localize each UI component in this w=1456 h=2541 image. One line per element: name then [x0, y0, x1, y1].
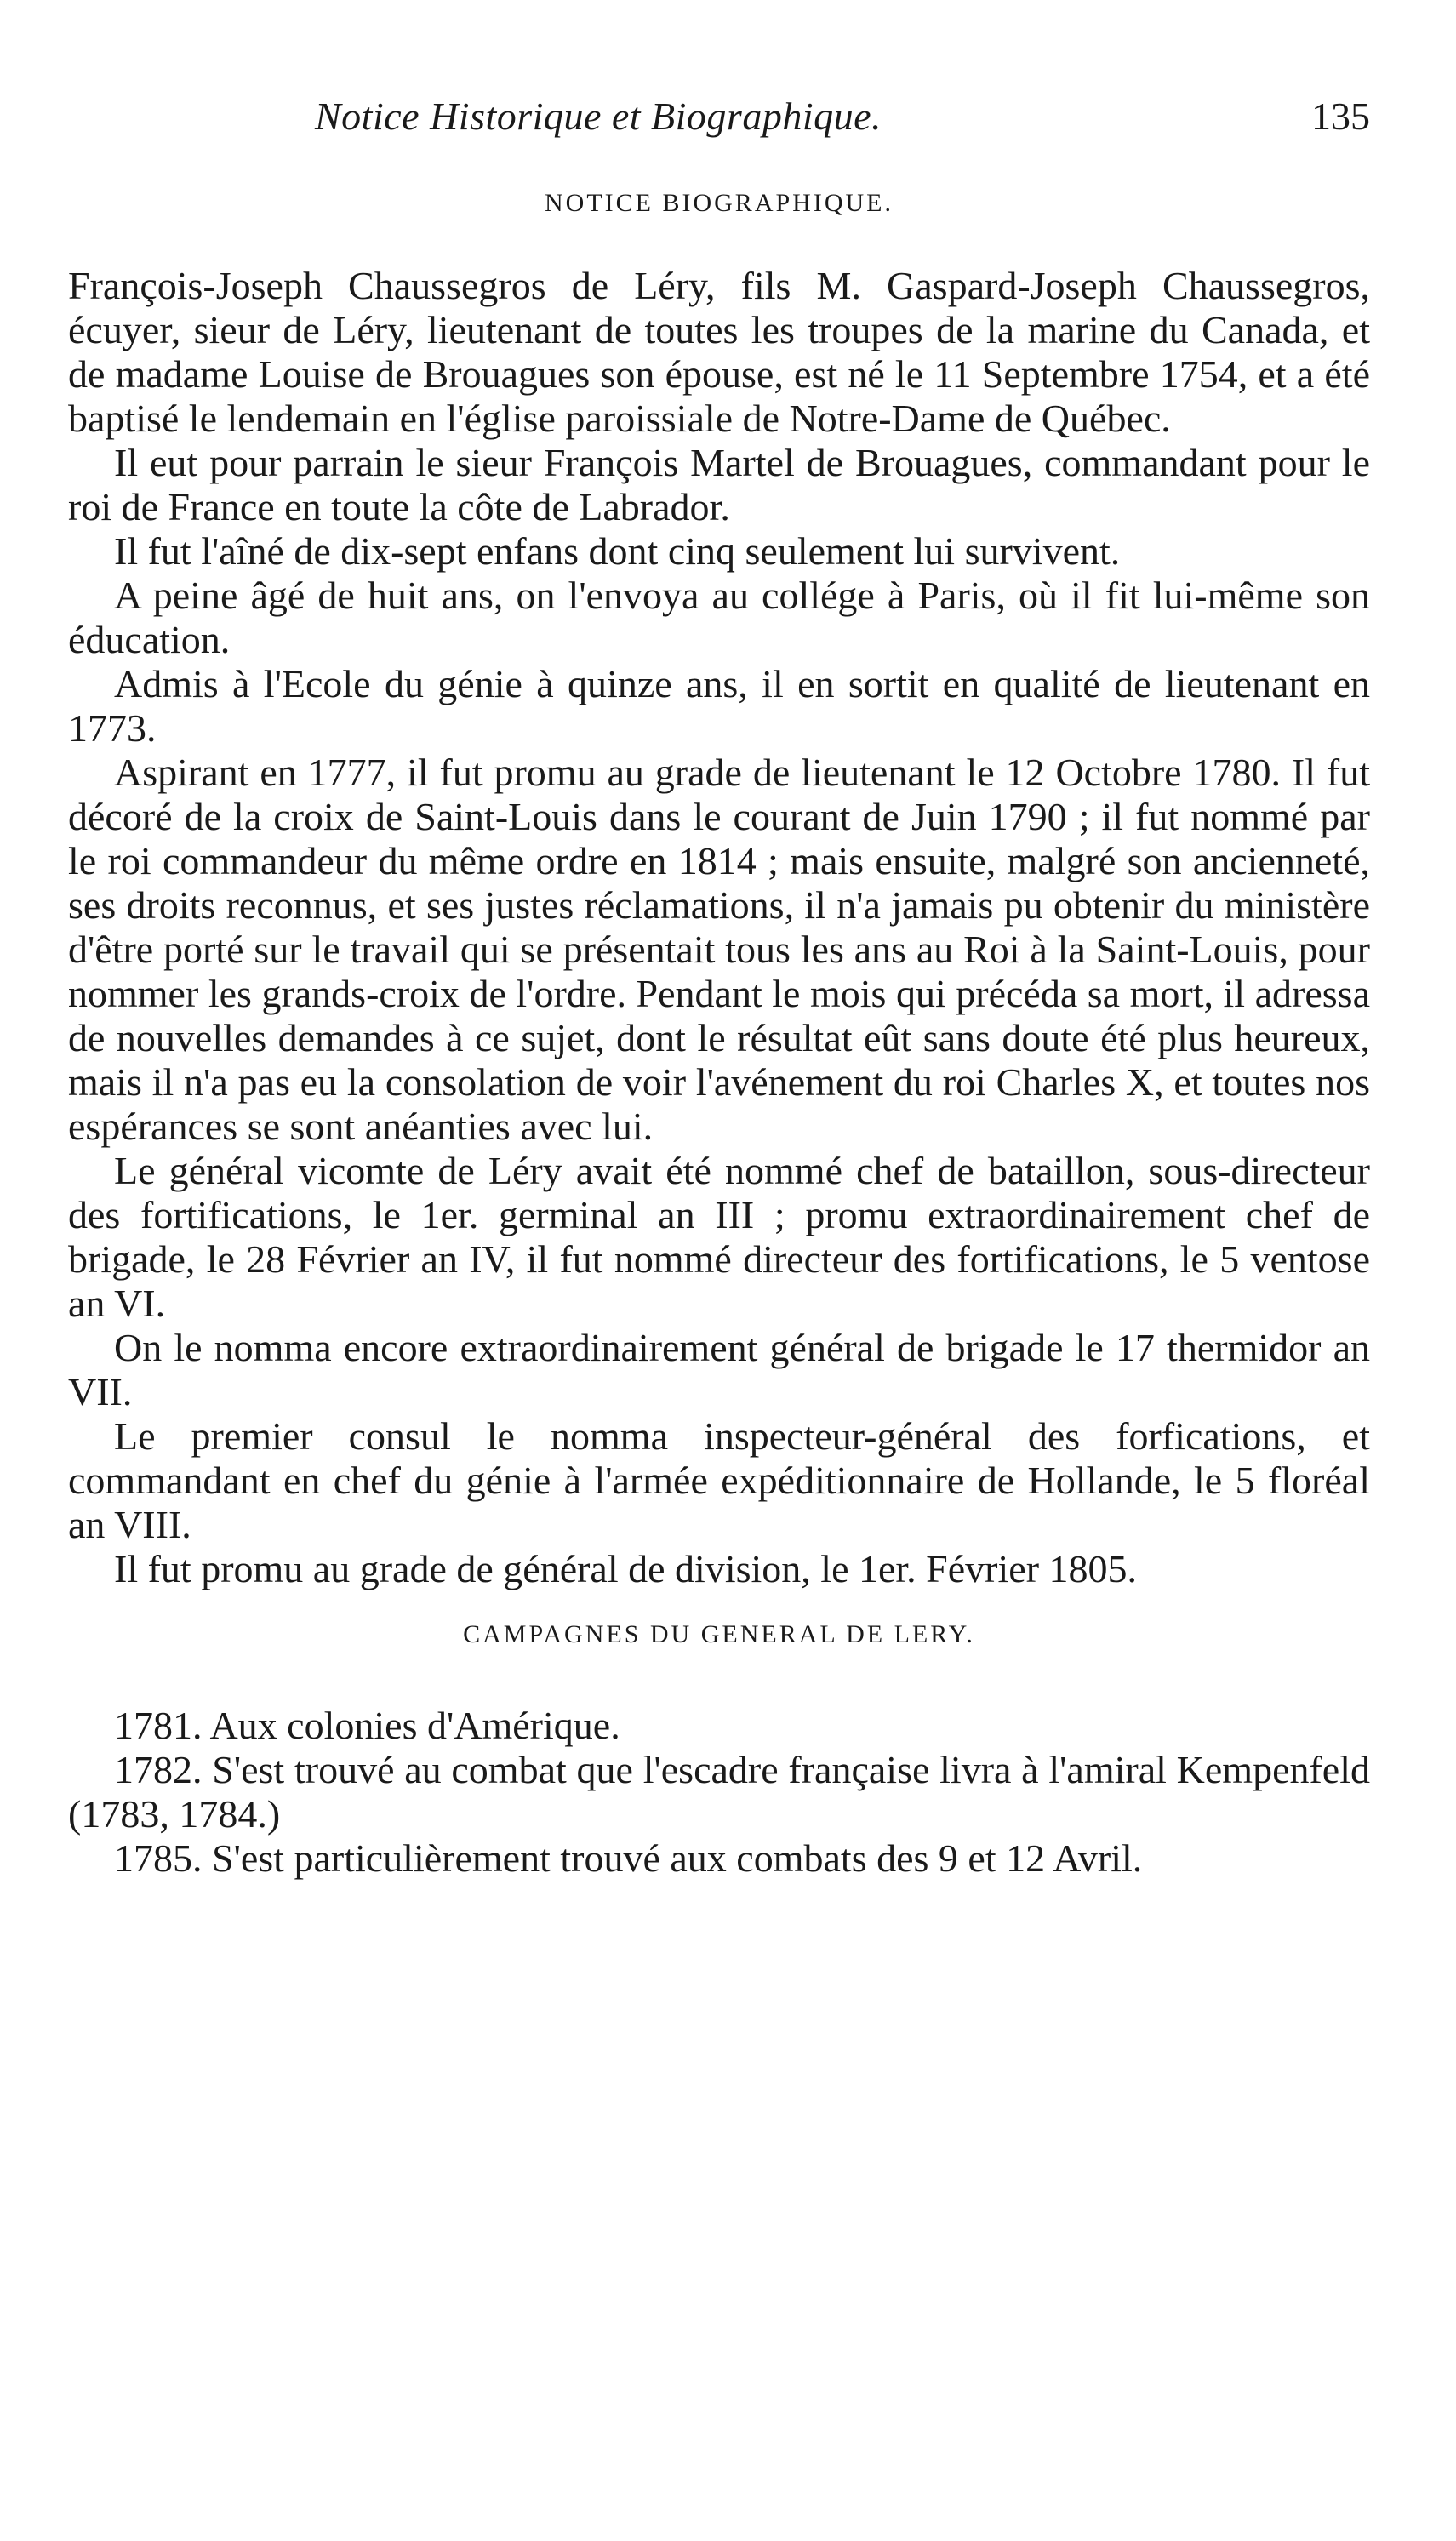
paragraph: On le nomma encore extraordinairement général de brigade le 17 thermidor an VII.: [68, 1326, 1370, 1413]
paragraph: Le premier consul le nomma inspecteur-général des forfications, et commandant en chef du génie à l'armée expéditionnaire de Hollande, le 5 floréal an VIII.: [68, 1414, 1370, 1546]
section-heading: NOTICE BIOGRAPHIQUE.: [545, 189, 894, 217]
book-page: [68, 94, 1370, 1881]
paragraph: Admis à l'Ecole du génie à quinze ans, il en sortit en qualité de lieutenant en 1773.: [68, 662, 1370, 750]
campaign-entry: 1782. S'est trouvé au combat que l'escadre française livra à l'amiral Kempenfeld (1783, 1784.): [68, 1748, 1370, 1836]
campaigns-list: [68, 1704, 1370, 1881]
paragraph: Aspirant en 1777, il fut promu au grade de lieutenant le 12 Octobre 1780. Il fut décoré de la croix de Saint-Louis dans le courant de Juin 1790 ; il fut nommé par le roi commandeur du même ordre en 1814 ; mais ensuite, malgré son ancienneté, ses droits reconnus, et ses justes réclamations, il n'a jamais pu obtenir du ministère d'être porté sur le travail qui se présentait tous les ans au Roi à la Saint-Louis, pour nommer les grands-croix de l'ordre. Pendant le mois qui précéda sa mort, il adressa de nouvelles demandes à ce sujet, dont le résultat eût sans doute été plus heureux, mais il n'a pas eu la consolation de voir l'avénement du roi Charles X, et toutes nos espérances se sont anéanties avec lui.: [68, 751, 1370, 1148]
biography-text: [68, 264, 1370, 1591]
campaign-entry: 1781. Aux colonies d'Amérique.: [114, 1704, 620, 1747]
paragraph: François-Joseph Chaussegros de Léry, fils M. Gaspard-Joseph Chaussegros, écuyer, sieur de Léry, lieutenant de toutes les troupes de la marine du Canada, et de madame Louise de Brouagues son épouse, est né le 11 Septembre 1754, et a été baptisé le lendemain en l'église paroissiale de Notre-Dame de Québec.: [68, 264, 1370, 440]
running-head: [68, 94, 1370, 153]
page-number: 135: [1311, 94, 1370, 138]
paragraph: Il eut pour parrain le sieur François Martel de Brouagues, commandant pour le roi de France en toute la côte de Labrador.: [68, 441, 1370, 528]
paragraph: Le général vicomte de Léry avait été nommé chef de bataillon, sous-directeur des fortifications, le 1er. germinal an III ; promu extraordinairement chef de brigade, le 28 Février an IV, il fut nommé directeur des fortifications, le 5 ventose an VI.: [68, 1149, 1370, 1325]
paragraph: Il fut l'aîné de dix-sept enfans dont cinq seulement lui survivent.: [114, 529, 1121, 573]
paragraph: A peine âgé de huit ans, on l'envoya au collége à Paris, où il fit lui-même son éducation.: [68, 574, 1370, 661]
running-title: Notice Historique et Biographique.: [315, 94, 882, 138]
campaigns-heading: CAMPAGNES DU GENERAL DE LERY.: [463, 1620, 975, 1648]
campaign-entry: 1785. S'est particulièrement trouvé aux combats des 9 et 12 Avril.: [114, 1836, 1143, 1880]
paragraph: Il fut promu au grade de général de division, le 1er. Février 1805.: [114, 1547, 1138, 1590]
